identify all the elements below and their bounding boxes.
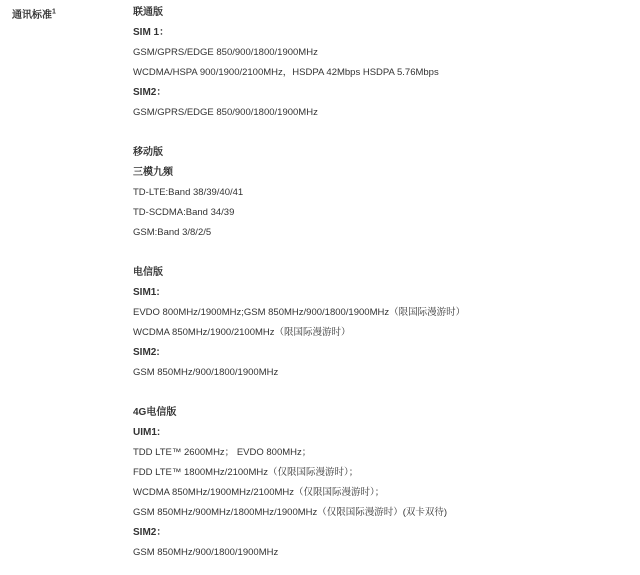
spec-content	[133, 0, 633, 563]
variant-title: 联通版	[133, 7, 163, 18]
sim-slot-heading: SIM2：	[133, 527, 167, 538]
band-spec-line: WCDMA 850MHz/1900/2100MHz（限国际漫游时）	[133, 327, 351, 338]
spec-label-text: 通讯标准	[12, 10, 52, 21]
band-spec-line: GSM/GPRS/EDGE 850/900/1800/1900MHz	[133, 47, 318, 58]
variant-group	[133, 263, 633, 383]
group-spacer	[133, 243, 633, 263]
sim-slot-heading: SIM2：	[133, 87, 167, 98]
sim-slot-heading: UIM1:	[133, 427, 161, 438]
band-spec-line: WCDMA/HSPA 900/1900/2100MHz，HSDPA 42Mbps HSDPA 5.76Mbps	[133, 67, 439, 78]
sim-slot-heading: SIM 1：	[133, 27, 170, 38]
sim-slot-heading: SIM1:	[133, 287, 160, 298]
band-spec-line: GSM/GPRS/EDGE 850/900/1800/1900MHz	[133, 107, 318, 118]
band-spec-line: GSM 850MHz/900MHz/1800MHz/1900MHz（仅限国际漫游时）(双卡双待)	[133, 507, 448, 518]
spec-label	[12, 6, 56, 21]
variant-title: 4G电信版	[133, 407, 177, 418]
sim-slot-heading: 三模九频	[133, 167, 173, 178]
band-spec-line: TD-LTE:Band 38/39/40/41	[133, 187, 244, 198]
band-spec-line: GSM 850MHz/900/1800/1900MHz	[133, 547, 279, 558]
sim-slot-heading: SIM2:	[133, 347, 160, 358]
band-spec-line: GSM:Band 3/8/2/5	[133, 227, 212, 238]
group-spacer	[133, 383, 633, 403]
band-spec-line: EVDO 800MHz/1900MHz;GSM 850MHz/900/1800/1900MHz（限国际漫游时）	[133, 307, 466, 318]
band-spec-line: GSM 850MHz/900/1800/1900MHz	[133, 367, 279, 378]
variant-title: 电信版	[133, 267, 163, 278]
spec-label-footnote: 1	[52, 8, 56, 16]
group-spacer	[133, 123, 633, 143]
band-spec-line: WCDMA 850MHz/1900MHz/2100MHz（仅限国际漫游时）；	[133, 487, 385, 498]
band-spec-line: TDD LTE™ 2600MHz； EVDO 800MHz；	[133, 447, 312, 458]
variant-group	[133, 403, 633, 563]
variant-group	[133, 3, 633, 123]
band-spec-line: TD-SCDMA:Band 34/39	[133, 207, 235, 218]
variant-group	[133, 143, 633, 243]
band-spec-line: FDD LTE™ 1800MHz/2100MHz（仅限国际漫游时）；	[133, 467, 359, 478]
variant-title: 移动版	[133, 147, 163, 158]
